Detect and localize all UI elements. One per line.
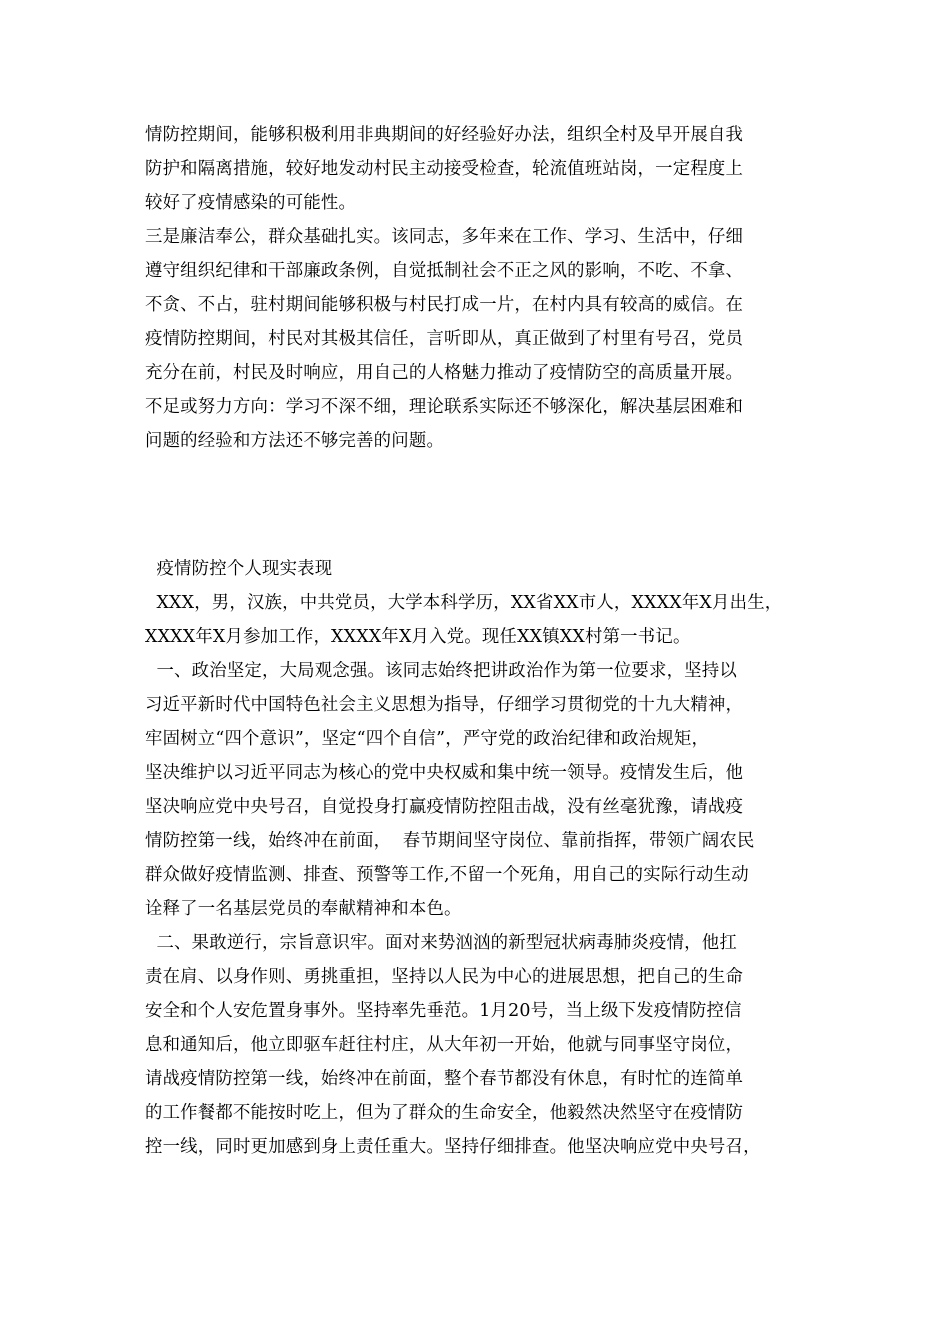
text-line: 情防控第一线，始终冲在前面， 春节期间坚守岗位、靠前指挥，带领广阔农民 — [145, 831, 755, 851]
section-personal-performance — [145, 552, 815, 1164]
text-line: 疫情防控期间，村民对其极其信任，言听即从，真正做到了村里有号召，党员 — [145, 329, 744, 349]
text-line: 安全和个人安危置身事外。坚持率先垂范。1月20号，当上级下发疫情防控信 — [145, 1001, 742, 1021]
text-line: 较好了疫情感染的可能性。 — [145, 193, 357, 213]
text-line: 诠释了一名基层党员的奉献精神和本色。 — [145, 899, 462, 919]
text-line: 问题的经验和方法还不够完善的问题。 — [145, 431, 445, 451]
text-line: 遵守组织纪律和干部廉政条例，自觉抵制社会不正之风的影响，不吃、不拿、 — [145, 261, 744, 281]
text-line: 一、政治坚定，大局观念强。该同志始终把讲政治作为第一位要求，坚持以 — [145, 661, 737, 681]
text-line: XXX，男，汉族，中共党员，大学本科学历，XX省XX市人，XXXX年X月出生， — [145, 593, 783, 613]
section-title: 疫情防控个人现实表现 — [145, 559, 333, 579]
text-line: 控一线，同时更加感到身上责任重大。坚持仔细排查。他坚决响应党中央号召， — [145, 1137, 761, 1157]
text-line: 坚决维护以习近平同志为核心的党中央权威和集中统一领导。疫情发生后，他 — [145, 763, 744, 783]
text-line: 防护和隔离措施，较好地发动村民主动接受检查，轮流值班站岗，一定程度上 — [145, 159, 744, 179]
text-line: 群众做好疫情监测、排查、预警等工作,不留一个死角，用自己的实际行动生动 — [145, 865, 749, 885]
text-line: 坚决响应党中央号召，自觉投身打赢疫情防控阻击战，没有丝毫犹豫，请战疫 — [145, 797, 744, 817]
text-line: 情防控期间，能够积极利用非典期间的好经验好办法，组织全村及早开展自我 — [145, 125, 744, 145]
text-line: 的工作餐都不能按时吃上，但为了群众的生命安全，他毅然决然坚守在疫情防 — [145, 1103, 744, 1123]
text-line: 不足或努力方向：学习不深不细，理论联系实际还不够深化，解决基层困难和 — [145, 397, 744, 417]
text-line: 习近平新时代中国特色社会主义思想为指导，仔细学习贯彻党的十九大精神， — [145, 695, 744, 715]
text-line: 三是廉洁奉公，群众基础扎实。该同志，多年来在工作、学习、生活中，仔细 — [145, 227, 744, 247]
text-line: 责在肩、以身作则、勇挑重担，坚持以人民为中心的进展思想，把自己的生命 — [145, 967, 744, 987]
text-line: 牢固树立“四个意识”，坚定“四个自信”，严守党的政治纪律和政治规矩， — [145, 729, 710, 749]
text-line: 充分在前，村民及时响应，用自己的人格魅力推动了疫情防空的高质量开展。 — [145, 363, 744, 383]
text-line: 请战疫情防控第一线，始终冲在前面，整个春节都没有休息，有时忙的连简单 — [145, 1069, 744, 1089]
text-line: 不贪、不占，驻村期间能够积极与村民打成一片，在村内具有较高的威信。在 — [145, 295, 744, 315]
text-line: 息和通知后，他立即驱车赶往村庄，从大年初一开始，他就与同事坚守岗位， — [145, 1035, 744, 1055]
text-line: 二、果敢逆行，宗旨意识牢。面对来势汹汹的新型冠状病毒肺炎疫情，他扛 — [145, 933, 737, 953]
section-continuation — [145, 118, 815, 458]
text-line: XXXX年X月参加工作，XXXX年X月入党。现任XX镇XX村第一书记。 — [145, 627, 691, 647]
